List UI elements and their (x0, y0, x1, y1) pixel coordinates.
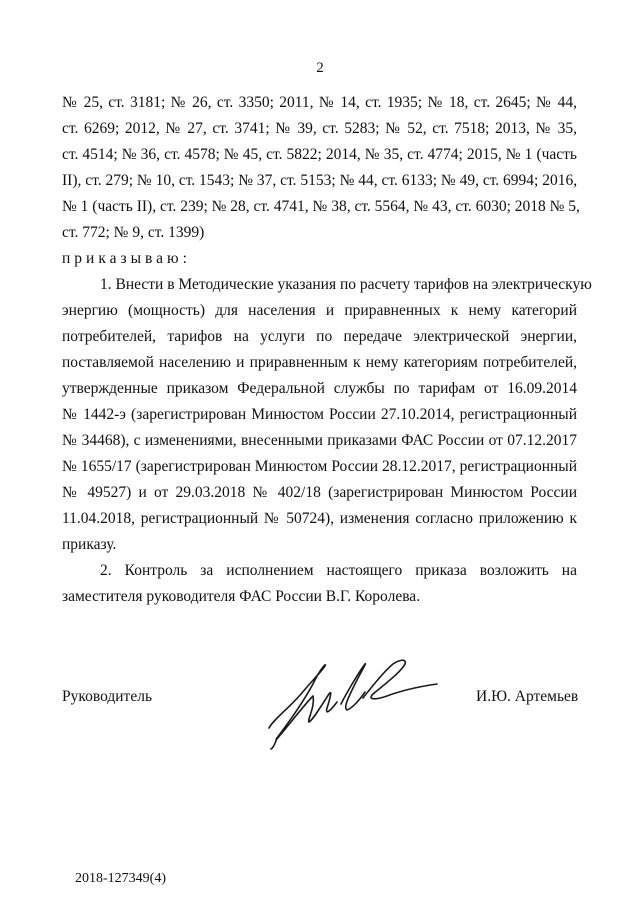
text-line: № 49527) и от 29.03.2018 № 402/18 (зарегистрирован Минюстом России (62, 484, 577, 501)
text-line: 1. Внести в Методические указания по расчету тарифов на электрическую (100, 276, 592, 293)
handwritten-signature (255, 650, 445, 750)
order-word: приказываю: (62, 250, 191, 267)
text-line: ст. 4514; № 36, ст. 4578; № 45, ст. 5822; 2014, № 35, ст. 4774; 2015, № 1 (часть (62, 146, 577, 163)
signatory-position: Руководитель (62, 688, 153, 705)
text-line: приказу. (62, 536, 117, 553)
text-line: № 34468), с изменениями, внесенными приказами ФАС России от 07.12.2017 (62, 432, 577, 449)
text-line: заместителя руководителя ФАС России В.Г. Королева. (62, 588, 421, 605)
text-line: № 1442-э (зарегистрирован Минюстом России 27.10.2014, регистрационный (62, 406, 577, 423)
text-line: № 1655/17 (зарегистрирован Минюстом России 28.12.2017, регистрационный (62, 458, 577, 475)
text-line: № 25, ст. 3181; № 26, ст. 3350; 2011, № 14, ст. 1935; № 18, ст. 2645; № 44, (62, 94, 577, 111)
text-line: утвержденные приказом Федеральной службы по тарифам от 16.09.2014 (62, 380, 577, 397)
text-line: энергию (мощность) для населения и приравненных к нему категорий (62, 302, 577, 319)
text-line: потребителей, тарифов на услуги по передаче электрической энергии, (62, 328, 577, 345)
text-line: ст. 6269; 2012, № 27, ст. 3741; № 39, ст. 5283; № 52, ст. 7518; 2013, № 35, (62, 120, 577, 137)
signatory-name: И.Ю. Артемьев (476, 688, 579, 705)
text-line: II), ст. 279; № 10, ст. 1543; № 37, ст. 5153; № 44, ст. 6133; № 49, ст. 6994; 2016, (62, 172, 578, 189)
text-line: № 1 (часть II), ст. 239; № 28, ст. 4741, № 38, ст. 5564, № 43, ст. 6030; 2018 № 5, (62, 198, 580, 215)
text-line: поставляемой населению и приравненным к нему категориям потребителей, (62, 354, 577, 371)
document-code: 2018-127349(4) (75, 871, 166, 886)
text-line: 2. Контроль за исполнением настоящего приказа возложить на (100, 562, 577, 579)
text-line: 11.04.2018, регистрационный № 50724), изменения согласно приложению к (62, 510, 577, 527)
text-line: ст. 772; № 9, ст. 1399) (62, 224, 205, 241)
page-number: 2 (316, 60, 324, 76)
